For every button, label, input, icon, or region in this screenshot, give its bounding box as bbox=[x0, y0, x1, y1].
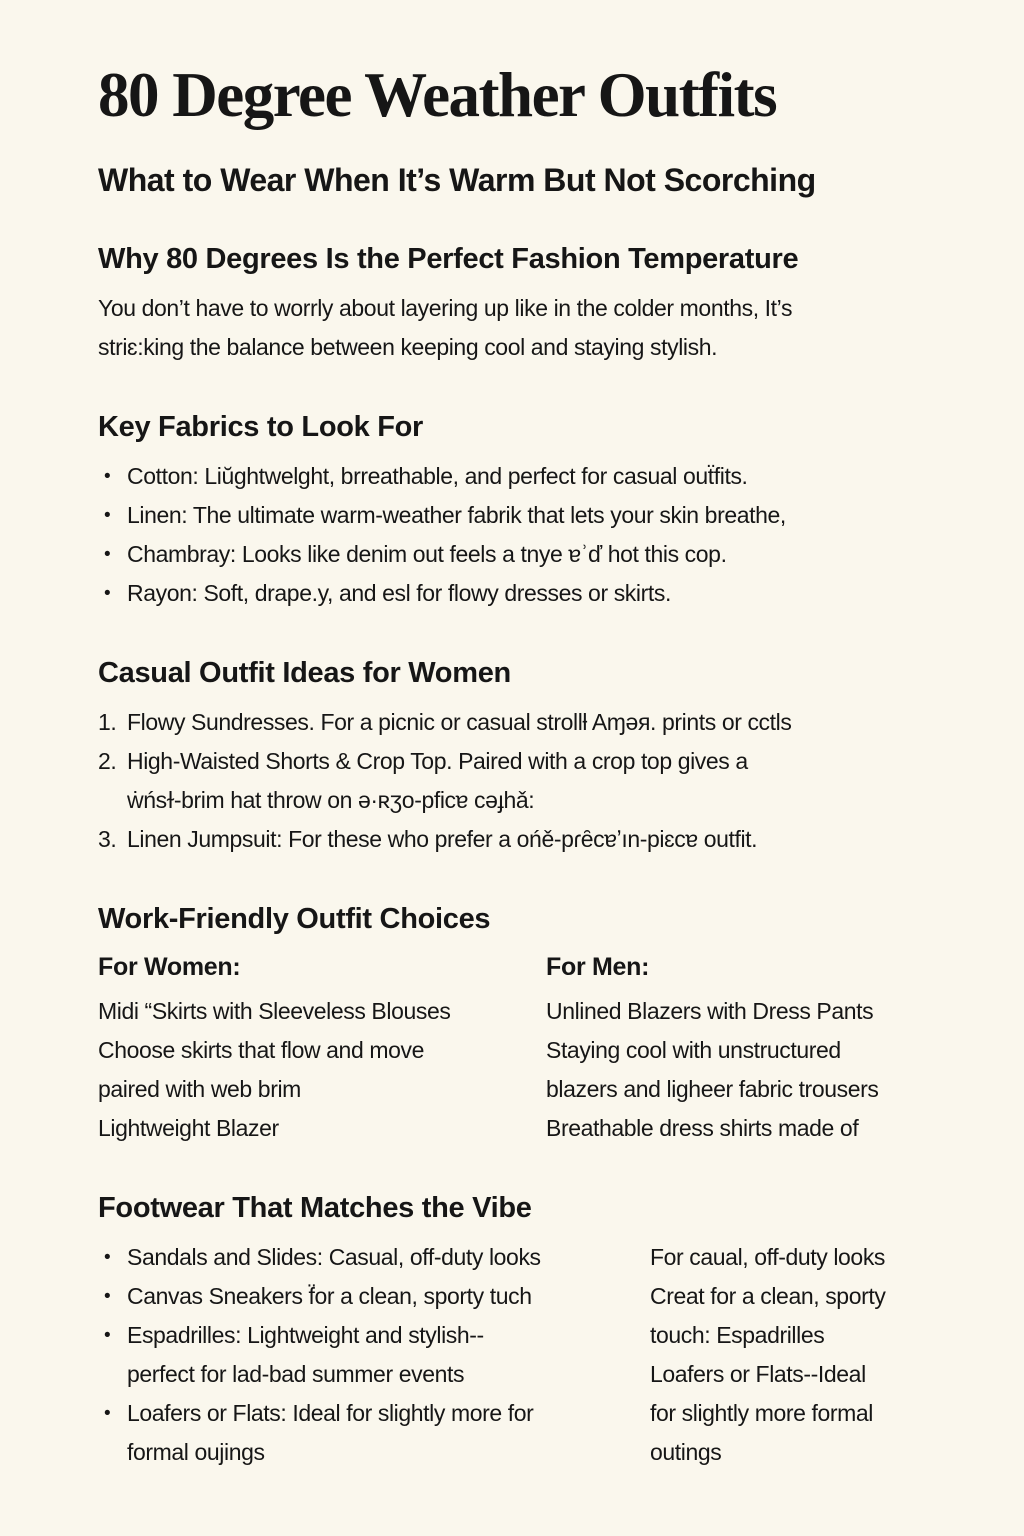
list-item bbox=[98, 457, 968, 496]
page-subtitle: What to Wear When It’s Warm But Not Scorching bbox=[98, 162, 816, 198]
right-column-line: outings bbox=[650, 1439, 722, 1465]
footwear-columns bbox=[98, 1238, 968, 1472]
list-item-line: Canvas Sneakers f̈or a clean, sporty tuch bbox=[127, 1283, 532, 1309]
section-footwear bbox=[98, 1191, 968, 1472]
paragraph-line: You don’t have to worrly about layering up like in the colder months, It’s bbox=[98, 295, 793, 321]
section-heading-why: Why 80 Degrees Is the Perfect Fashion Temperature bbox=[98, 243, 799, 275]
section-why bbox=[98, 242, 968, 367]
numbered-item-line: Flowy Sundresses. For a picnic or casual strollƚ Aɱəя. prints or cctls bbox=[127, 709, 792, 735]
bullet-icon: • bbox=[104, 466, 111, 487]
list-item bbox=[98, 1238, 650, 1277]
list-item-line: formal oujings bbox=[127, 1439, 265, 1465]
list-item-text: Cotton: Liŭghtwelght, brreathable, and perfect for casual ouẗfits. bbox=[127, 463, 748, 489]
section-fabrics bbox=[98, 410, 968, 613]
paragraph-line: striɛ:king the balance between keeping cool and staying stylish. bbox=[98, 334, 718, 360]
list-item-line: Espadrilles: Lightweight and stylish-- bbox=[127, 1322, 484, 1348]
list-item-text: Linen: The ultimate warm-weather fabrik that lets your skin breathe, bbox=[127, 502, 786, 528]
bullet-icon: • bbox=[104, 1325, 111, 1346]
bullet-icon: • bbox=[104, 1286, 111, 1307]
bullet-icon: • bbox=[104, 583, 111, 604]
women-column-line: Choose skirts that flow and move bbox=[98, 1037, 424, 1063]
list-item-line: Loafers or Flats: Ideal for slightly more for bbox=[127, 1400, 534, 1426]
item-number: 2. bbox=[98, 748, 117, 774]
footwear-right-column bbox=[650, 1238, 968, 1472]
men-column-line: Breathable dress shirts made of bbox=[546, 1115, 859, 1141]
numbered-item-line: Linen Jumpsuit: For these who prefer a ońě-pɾȇcɐʼın-piɛcɐ outfit. bbox=[127, 826, 758, 852]
work-column-women bbox=[98, 952, 546, 1148]
section-heading-footwear: Footwear That Matches the Vibe bbox=[98, 1192, 532, 1224]
women-column-line: Lightweight Blazer bbox=[98, 1115, 279, 1141]
section-work bbox=[98, 902, 968, 1148]
list-item bbox=[98, 1394, 650, 1472]
bullet-icon: • bbox=[104, 1247, 111, 1268]
section-heading-work: Work-Friendly Outfit Choices bbox=[98, 903, 491, 935]
list-item bbox=[98, 1277, 650, 1316]
list-item-line: Sandals and Slides: Casual, off-duty looks bbox=[127, 1244, 541, 1270]
right-column-line: For caual, off-duty looks bbox=[650, 1244, 886, 1270]
why-paragraph bbox=[98, 289, 968, 367]
section-heading-casual: Casual Outfit Ideas for Women bbox=[98, 657, 511, 689]
list-item bbox=[98, 535, 968, 574]
numbered-item-line: ẇńsɫ-brim hat throw on ə·ʀʒo-pficɐ cəɟhǎ: bbox=[127, 787, 535, 813]
numbered-item bbox=[98, 742, 968, 820]
list-item-text: Chambray: Looks like denim out feels a tnye ɐʾď hot this cop. bbox=[127, 541, 727, 567]
men-column-label: For Men: bbox=[546, 953, 650, 981]
work-columns bbox=[98, 952, 968, 1148]
numbered-item-line: High-Waisted Shorts & Crop Top. Paired with a crop top gives a bbox=[127, 748, 748, 774]
fabrics-list bbox=[98, 457, 968, 613]
men-column-line: Unlined Blazers with Dress Pants bbox=[546, 998, 874, 1024]
casual-numbered-list bbox=[98, 703, 968, 859]
women-column-line: Midi “Skirts with Sleeveless Blouses bbox=[98, 998, 451, 1024]
numbered-item bbox=[98, 820, 968, 859]
item-number: 1. bbox=[98, 709, 117, 735]
list-item bbox=[98, 496, 968, 535]
item-number: 3. bbox=[98, 826, 117, 852]
list-item bbox=[98, 1316, 650, 1394]
page-title: 80 Degree Weather Outfits bbox=[98, 60, 777, 130]
right-column-line: touch: Espadrilles bbox=[650, 1322, 825, 1348]
numbered-item bbox=[98, 703, 968, 742]
bullet-icon: • bbox=[104, 544, 111, 565]
footwear-list bbox=[98, 1238, 650, 1472]
section-casual bbox=[98, 656, 968, 859]
work-column-men bbox=[546, 952, 968, 1148]
list-item bbox=[98, 574, 968, 613]
women-column-line: paired with web brim bbox=[98, 1076, 301, 1102]
women-column-label: For Women: bbox=[98, 953, 241, 981]
list-item-line: perfect for lad-bad summer events bbox=[127, 1361, 465, 1387]
list-item-text: Rayon: Soft, drape.y, and esl for flowy dresses or skirts. bbox=[127, 580, 671, 606]
right-column-line: Creat for a clean, sporty bbox=[650, 1283, 886, 1309]
men-column-line: blazers and ligheer fabric trousers bbox=[546, 1076, 879, 1102]
section-heading-fabrics: Key Fabrics to Look For bbox=[98, 411, 424, 443]
right-column-line: for slightly more formal bbox=[650, 1400, 874, 1426]
right-column-line: Loafers or Flats--Ideal bbox=[650, 1361, 866, 1387]
bullet-icon: • bbox=[104, 505, 111, 526]
men-column-line: Staying cool with unstructured bbox=[546, 1037, 841, 1063]
bullet-icon: • bbox=[104, 1403, 111, 1424]
